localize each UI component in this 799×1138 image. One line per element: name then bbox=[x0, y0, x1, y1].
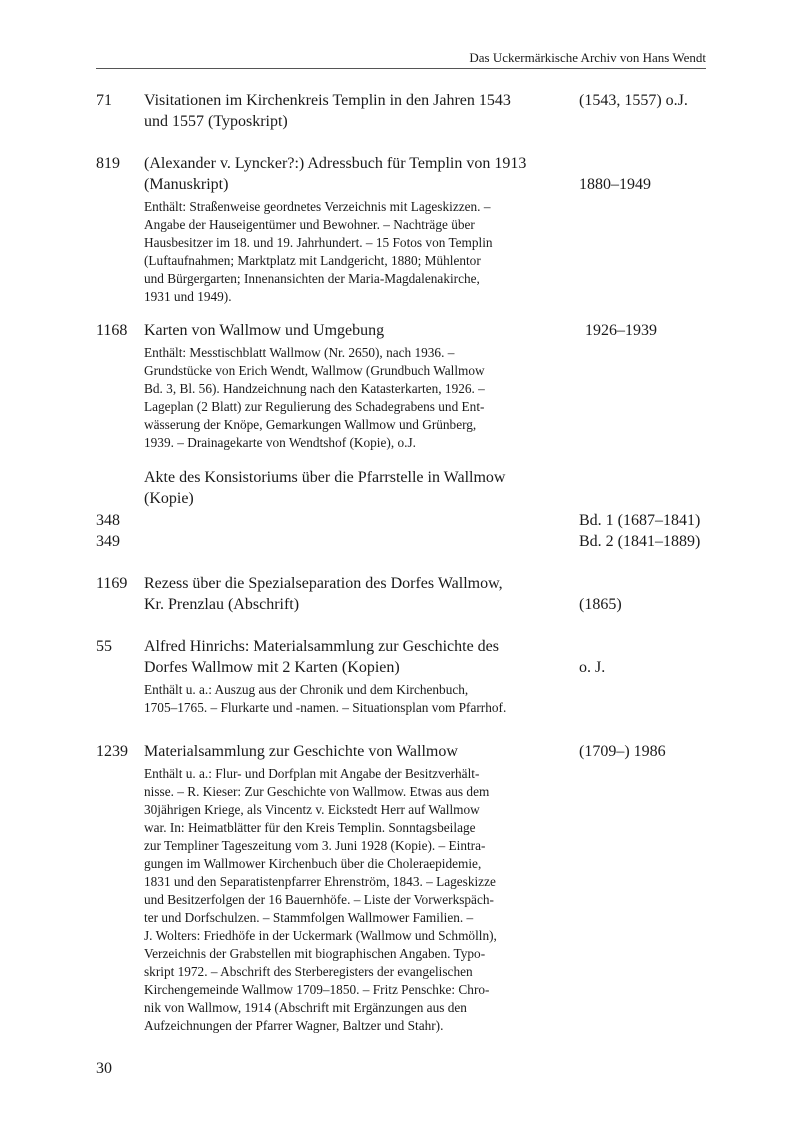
entry-title-line: (Manuskript) bbox=[144, 176, 229, 193]
entry-content-line: Verzeichnis der Grabstellen mit biographischen Angaben. Typo- bbox=[144, 946, 486, 961]
entry-content-line: gungen im Wallmower Kirchenbuch über die Choleraepidemie, bbox=[144, 856, 482, 871]
entry-content-line: Aufzeichnungen der Pfarrer Wagner, Baltzer und Stahr). bbox=[144, 1018, 444, 1033]
entry-title-line: (Alexander v. Lyncker?:) Adressbuch für Templin von 1913 bbox=[144, 155, 527, 172]
entry-content-line: wässerung der Knöpe, Gemarkungen Wallmow und Grünberg, bbox=[144, 417, 477, 432]
entry-content-line: Enthält: Messtischblatt Wallmow (Nr. 2650), nach 1936. – bbox=[144, 345, 455, 360]
header-rule bbox=[96, 68, 706, 69]
entry-content-line: Enthält u. a.: Auszug aus der Chronik und dem Kirchenbuch, bbox=[144, 682, 469, 697]
entry-number: 1239 bbox=[96, 743, 128, 760]
entry-title-line: (Kopie) bbox=[144, 490, 194, 507]
volume-number: 349 bbox=[96, 533, 120, 550]
entry-content-line: 1931 und 1949). bbox=[144, 289, 232, 304]
entry-content-line: Kirchengemeinde Wallmow 1709–1850. – Fritz Penschke: Chro- bbox=[144, 982, 490, 997]
entry-number: 71 bbox=[96, 92, 112, 109]
entry-number: 1168 bbox=[96, 322, 128, 339]
entry-content-line: 1939. – Drainagekarte von Wendtshof (Kopie), o.J. bbox=[144, 435, 416, 450]
entry-content-line: und Besitzerfolgen der 16 Bauernhöfe. – Liste der Vorwerkspäch- bbox=[144, 892, 494, 907]
entry-content-line: Bd. 3, Bl. 56). Handzeichnung nach den Katasterkarten, 1926. – bbox=[144, 381, 485, 396]
entry-content-line: Enthält: Straßenweise geordnetes Verzeichnis mit Lageskizzen. – bbox=[144, 199, 491, 214]
entry-title-line: und 1557 (Typoskript) bbox=[144, 113, 288, 130]
volume-label: Bd. 2 (1841–1889) bbox=[579, 533, 701, 550]
entry-title-line: Rezess über die Spezialseparation des Dorfes Wallmow, bbox=[144, 575, 503, 592]
entry-content-line: Grundstücke von Erich Wendt, Wallmow (Grundbuch Wallmow bbox=[144, 363, 485, 378]
entry-date: 1880–1949 bbox=[579, 176, 651, 193]
entry-date: (1543, 1557) o.J. bbox=[579, 92, 688, 109]
entry-content-line: und Bürgergarten; Innenansichten der Maria-Magdalenakirche, bbox=[144, 271, 480, 286]
entry-content-line: J. Wolters: Friedhöfe in der Uckermark (Wallmow und Schmölln), bbox=[144, 928, 497, 943]
entry-date: (1865) bbox=[579, 596, 622, 613]
entry-content-line: Hausbesitzer im 18. und 19. Jahrhundert. – 15 Fotos von Templin bbox=[144, 235, 493, 250]
entry-content-line: nisse. – R. Kieser: Zur Geschichte von Wallmow. Etwas aus dem bbox=[144, 784, 490, 799]
entry-content-line: 1831 und den Separatistenpfarrer Ehrenström, 1843. – Lageskizze bbox=[144, 874, 496, 889]
entry-title-line: Akte des Konsistoriums über die Pfarrstelle in Wallmow bbox=[144, 469, 506, 486]
entry-content-line: zur Templiner Tageszeitung vom 3. Juni 1928 (Kopie). – Eintra- bbox=[144, 838, 486, 853]
entry-date: 1926–1939 bbox=[585, 322, 657, 339]
entry-content-line: Enthält u. a.: Flur- und Dorfplan mit Angabe der Besitzverhält- bbox=[144, 766, 480, 781]
entry-number: 1169 bbox=[96, 575, 128, 592]
entry-content-line: ter und Dorfschulzen. – Stammfolgen Wallmower Familien. – bbox=[144, 910, 474, 925]
entry-title-line: Karten von Wallmow und Umgebung bbox=[144, 322, 385, 339]
volume-label: Bd. 1 (1687–1841) bbox=[579, 512, 701, 529]
entry-content-line: war. In: Heimatblätter für den Kreis Templin. Sonntagsbeilage bbox=[144, 820, 476, 835]
entry-number: 55 bbox=[96, 638, 112, 655]
entry-title-line: Dorfes Wallmow mit 2 Karten (Kopien) bbox=[144, 659, 400, 676]
entry-content-line: (Luftaufnahmen; Marktplatz mit Landgericht, 1880; Mühlentor bbox=[144, 253, 481, 268]
entry-title-line: Alfred Hinrichs: Materialsammlung zur Geschichte des bbox=[144, 638, 499, 655]
entry-content-line: 30jährigen Kriege, als Vincentz v. Eickstedt Herr auf Wallmow bbox=[144, 802, 480, 817]
entry-content-line: Angabe der Hauseigentümer und Bewohner. – Nachträge über bbox=[144, 217, 475, 232]
entry-title-line: Visitationen im Kirchenkreis Templin in den Jahren 1543 bbox=[144, 92, 511, 109]
running-header: Das Uckermärkische Archiv von Hans Wendt bbox=[469, 50, 706, 65]
volume-number: 348 bbox=[96, 512, 120, 529]
entry-date: (1709–) 1986 bbox=[579, 743, 666, 760]
entry-title-line: Materialsammlung zur Geschichte von Wallmow bbox=[144, 743, 458, 760]
entry-title-line: Kr. Prenzlau (Abschrift) bbox=[144, 596, 300, 613]
entry-content-line: 1705–1765. – Flurkarte und -namen. – Situationsplan vom Pfarrhof. bbox=[144, 700, 507, 715]
entry-content-line: Lageplan (2 Blatt) zur Regulierung des Schadegrabens und Ent- bbox=[144, 399, 485, 414]
entry-content-line: nik von Wallmow, 1914 (Abschrift mit Ergänzungen aus den bbox=[144, 1000, 467, 1015]
page-number: 30 bbox=[96, 1060, 112, 1077]
entry-date: o. J. bbox=[579, 659, 606, 676]
entry-content-line: skript 1972. – Abschrift des Sterberegisters der evangelischen bbox=[144, 964, 473, 979]
entry-number: 819 bbox=[96, 155, 120, 172]
